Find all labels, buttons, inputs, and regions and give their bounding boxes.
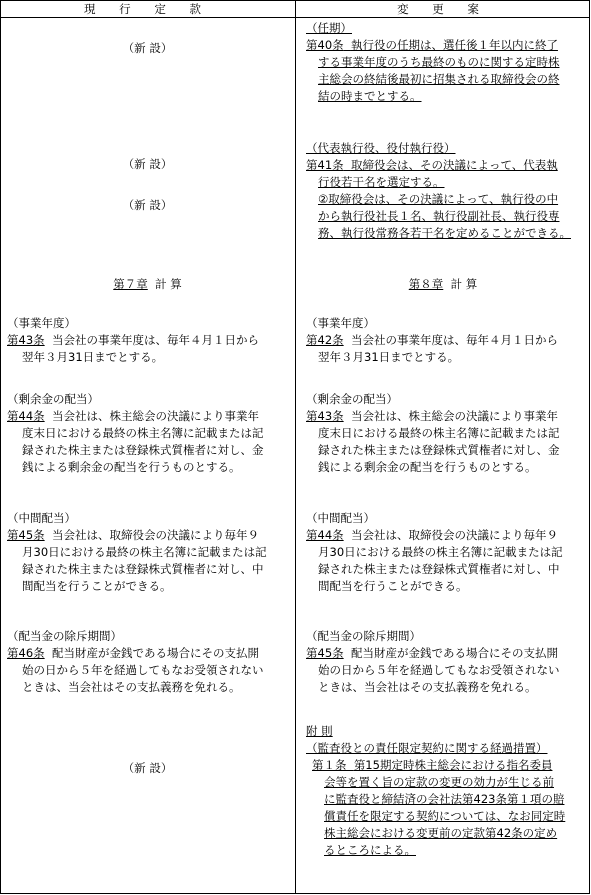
article-title: （代表執行役、役付執行役） xyxy=(306,141,456,155)
article-title: （配当金の除斥期間） xyxy=(7,629,122,643)
chapter-heading xyxy=(296,276,590,293)
chapter-number: 第８章 xyxy=(408,277,444,291)
chapter-title: 計 算 xyxy=(155,277,182,291)
article-line: 第40条 執行役の任期は、選任後１年以内に終了 xyxy=(306,38,558,52)
article-line: 第45条 当会社は、取締役会の決議により毎年９ xyxy=(7,528,259,542)
article-title: （任期） xyxy=(306,21,352,35)
supplementary-subtitle: （監査役との責任限定契約に関する経過措置） xyxy=(306,741,548,755)
new-placeholder: （新 設） xyxy=(122,157,173,171)
article-line: 間配当を行うことができる。 xyxy=(22,579,172,593)
article-line: から執行役社長１名、執行役副社長、執行役専 xyxy=(318,209,560,223)
article-title: （剰余金の配当） xyxy=(306,392,398,406)
new-placeholder: （新 設） xyxy=(122,198,173,212)
article-line: 第42条 当会社の事業年度は、毎年４月１日から xyxy=(306,333,558,347)
article-number: 第43条 xyxy=(306,409,344,423)
article-title: （事業年度） xyxy=(7,316,76,330)
article-title: （中間配当） xyxy=(306,511,375,525)
article-number: 第43条 xyxy=(7,333,45,347)
chapter-number: 第７章 xyxy=(113,277,148,291)
article-number: 第45条 xyxy=(306,646,344,660)
article-number: 第44条 xyxy=(7,409,45,423)
article-line: 結の時までとする。 xyxy=(318,89,422,103)
article-line: 始の日から５年を経過してもなお受領されない xyxy=(22,663,264,677)
article-line: 第43条 当会社の事業年度は、毎年４月１日から xyxy=(7,333,259,347)
article-number: 第40条 xyxy=(306,38,344,52)
article-line: 第45条 配当財産が金銭である場合にその支払開 xyxy=(306,646,558,660)
header-current-articles: 現 行 定 款 xyxy=(84,2,211,16)
article-line: 始の日から５年を経過してもなお受領されない xyxy=(318,663,560,677)
article-line: ときは、当会社はその支払義務を免れる。 xyxy=(22,680,241,694)
article-number: 第46条 xyxy=(7,646,45,660)
article-number: 第１条 xyxy=(312,758,347,772)
article-line: に監査役と締結済の会社法第423条第１項の賠 xyxy=(324,792,565,806)
article-number: 第45条 xyxy=(7,528,45,542)
article-line: ②取締役会は、その決議によって、執行役の中 xyxy=(318,192,559,206)
article-line: 翌年３月31日までとする。 xyxy=(318,350,460,364)
article-line: 銭による剰余金の配当を行うものとする。 xyxy=(318,460,537,474)
article-line: 償責任を限定する契約については、なお同定時 xyxy=(324,809,566,823)
article-line: 主総会の終結後最初に招集される取締役会の終 xyxy=(318,72,560,86)
article-line: 第44条 当会社は、株主総会の決議により事業年 xyxy=(7,409,259,423)
article-line: する事業年度のうち最終のものに関する定時株 xyxy=(318,55,560,69)
header-proposed-changes: 変 更 案 xyxy=(397,2,489,16)
new-placeholder: （新 設） xyxy=(122,761,173,775)
article-line: 銭による剰余金の配当を行うものとする。 xyxy=(22,460,241,474)
article-line: 月30日における最終の株主名簿に記載または記 xyxy=(22,545,267,559)
article-line: 間配当を行うことができる。 xyxy=(318,579,468,593)
article-line: 第43条 当会社は、株主総会の決議により事業年 xyxy=(306,409,558,423)
article-line: 第41条 取締役会は、その決議によって、代表執 xyxy=(306,158,558,172)
new-placeholder: （新 設） xyxy=(122,41,173,55)
article-line: 第46条 配当財産が金銭である場合にその支払開 xyxy=(7,646,259,660)
article-title: （中間配当） xyxy=(7,511,76,525)
article-line: 録された株主または登録株式質権者に対し、中 xyxy=(318,562,560,576)
article-title: （事業年度） xyxy=(306,316,375,330)
article-line: るところによる。 xyxy=(324,843,416,857)
article-line: 録された株主または登録株式質権者に対し、金 xyxy=(318,443,560,457)
article-title: （剰余金の配当） xyxy=(7,392,99,406)
article-title: （配当金の除斥期間） xyxy=(306,629,421,643)
article-line: 録された株主または登録株式質権者に対し、中 xyxy=(22,562,264,576)
supplementary-heading: 附 則 xyxy=(306,724,333,738)
article-line: ときは、当会社はその支払義務を免れる。 xyxy=(318,680,537,694)
article-number: 第42条 xyxy=(306,333,344,347)
article-number: 第41条 xyxy=(306,158,344,172)
article-line: 翌年３月31日までとする。 xyxy=(22,350,164,364)
article-line: 録された株主または登録株式質権者に対し、金 xyxy=(22,443,264,457)
article-line: 度末日における最終の株主名簿に記載または記 xyxy=(22,426,264,440)
header-divider xyxy=(0,17,590,18)
chapter-heading xyxy=(0,276,295,293)
article-number: 第44条 xyxy=(306,528,344,542)
article-line: 第44条 当会社は、取締役会の決議により毎年９ xyxy=(306,528,558,542)
article-line: 株主総会における変更前の定款第42条の定め xyxy=(324,826,558,840)
column-divider xyxy=(295,0,296,894)
chapter-title: 計 算 xyxy=(450,277,478,291)
article-line: 度末日における最終の株主名簿に記載または記 xyxy=(318,426,560,440)
article-line: 会等を置く旨の定款の変更の効力が生じる前 xyxy=(324,775,554,789)
article-line: 月30日における最終の株主名簿に記載または記 xyxy=(318,545,563,559)
article-line: 行役若干名を選定する。 xyxy=(318,175,445,189)
article-line: 第１条 第15期定時株主総会における指名委員 xyxy=(312,758,553,772)
article-line: 務、執行役常務各若干名を定めることができる。 xyxy=(318,226,571,240)
